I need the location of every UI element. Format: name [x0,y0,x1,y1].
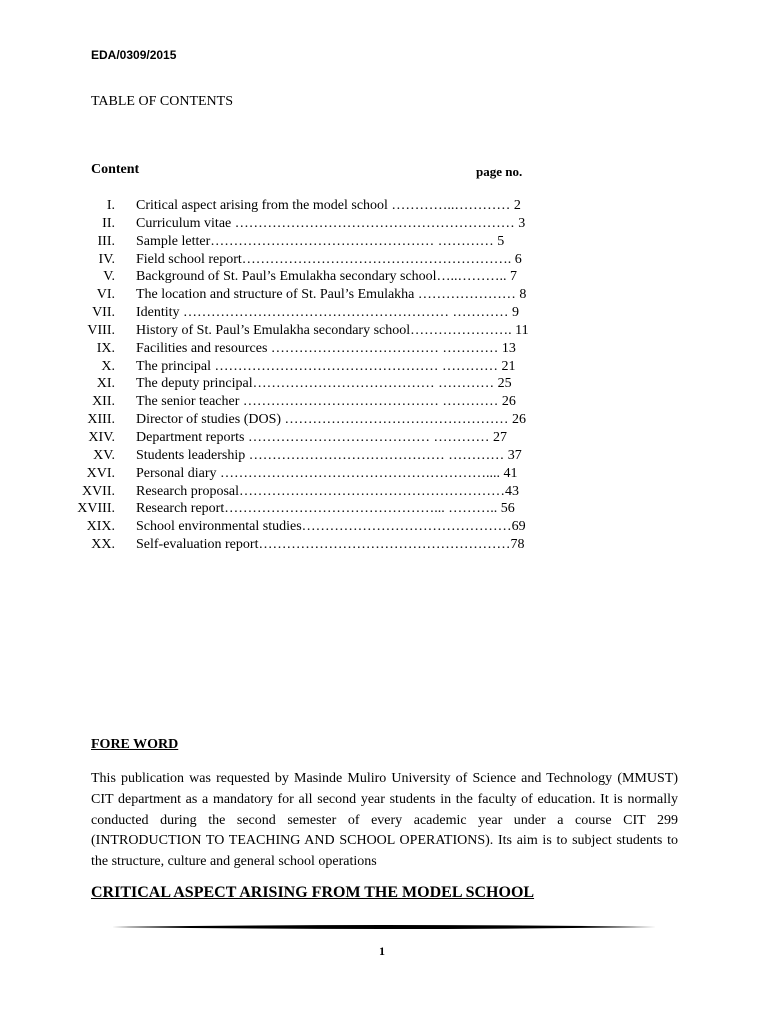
toc-entry-number: XVIII. [77,501,115,517]
toc-entry-text: Self-evaluation report………………………………………………78 [136,537,525,553]
toc-entry-text: The principal ………………………………………… ………… 21 [136,358,516,374]
toc-entry-text: Identity ………………………………………………… ………… 9 [136,305,520,321]
toc-entry-text: Personal diary ………………………………………………….... 41 [136,465,518,481]
toc-entry [60,429,560,447]
footer-rule [112,922,656,932]
toc-entry [60,340,560,358]
toc-entry-number: V. [103,269,115,285]
toc-entry [60,215,560,233]
toc-entry-number: XII. [92,394,115,410]
toc-entry [60,500,560,518]
toc-entry [60,393,560,411]
toc-entry-number: VIII. [87,322,115,338]
toc-entry-number: XV. [93,447,115,463]
toc-entry-text: Department reports ………………………………… ………… 27 [136,429,507,445]
foreword-body: This publication was requested by Masinde Muliro University of Science and Technology (MMUST) CIT department as a mandatory for all second year students in the faculty of education. It is normally conducted during the second semester of every academic year under a course CIT 299 (INTRODUCTION TO TEACHING AND SCHOOL OPERATIONS). Its aim is to subject students to the structure, culture and general school operations [91,771,678,870]
toc-list [60,197,560,554]
toc-entry [60,358,560,376]
toc-entry-number: XIV. [88,429,115,445]
toc-entry-number: XI. [96,376,115,392]
toc-entry-number: I. [106,198,115,213]
toc-entry-text: Critical aspect arising from the model school …………..………… 2 [136,198,521,213]
toc-title: TABLE OF CONTENTS [91,94,233,109]
toc-entry-number: X. [101,358,115,374]
toc-entry-text: Students leadership …………………………………… ………… 37 [136,447,522,463]
toc-entry-number: XVII. [81,483,115,499]
toc-entry-number: IV. [98,251,115,267]
section-title: CRITICAL ASPECT ARISING FROM THE MODEL SCHOOL [91,884,535,901]
toc-entry-text: Sample letter………………………………………… ………… 5 [136,233,505,249]
toc-entry [60,233,560,251]
toc-entry-text: Curriculum vitae …………………………………………………… 3 [136,215,526,231]
toc-entry [60,411,560,429]
toc-entry [60,251,560,269]
toc-entry-text: Research report………………………………………... ……….. 56 [136,501,515,517]
toc-entry [60,286,560,304]
toc-entry-number: VI. [96,287,115,303]
toc-entry-text: Research proposal…………………………………………………43 [136,483,520,499]
toc-entry-text: The location and structure of St. Paul’s Emulakha ………………… 8 [136,287,527,303]
toc-entry [60,322,560,340]
toc-entry [60,447,560,465]
toc-entry [60,465,560,483]
toc-entry-text: Field school report…………………………………………………. 6 [136,251,522,267]
toc-entry-number: XIII. [87,412,115,428]
toc-entry [60,536,560,554]
toc-entry-number: XX. [91,537,115,553]
toc-entry [60,268,560,286]
toc-entry-text: Director of studies (DOS) ………………………………………… 26 [136,412,527,428]
toc-entry-number: III. [97,233,115,249]
document-code: EDA/0309/2015 [91,48,177,62]
toc-entry [60,518,560,536]
toc-entry [60,483,560,501]
toc-entry [60,197,560,215]
toc-entry-number: XIX. [86,519,115,535]
toc-entry [60,304,560,322]
toc-entry-text: School environmental studies………………………………………69 [136,519,526,535]
toc-entry-text: The senior teacher …………………………………… ………… 26 [136,394,516,410]
toc-content-header: Content [91,162,140,177]
toc-entry [60,375,560,393]
toc-entry-text: The deputy principal………………………………… ………… 25 [136,376,512,392]
foreword-title: FORE WORD [91,737,179,752]
toc-entry-number: IX. [96,340,115,356]
toc-entry-text: Facilities and resources ……………………………… ………… 13 [136,340,516,356]
toc-entry-text: Background of St. Paul’s Emulakha secondary school…..……….. 7 [136,269,518,285]
toc-page-header: page no. [476,164,523,179]
toc-entry-number: XVI. [86,465,115,481]
toc-entry-number: II. [102,215,115,231]
toc-entry-text: History of St. Paul’s Emulakha secondary school…………………. 11 [136,322,529,338]
page-number: 1 [379,944,385,958]
toc-entry-number: VII. [92,305,115,321]
